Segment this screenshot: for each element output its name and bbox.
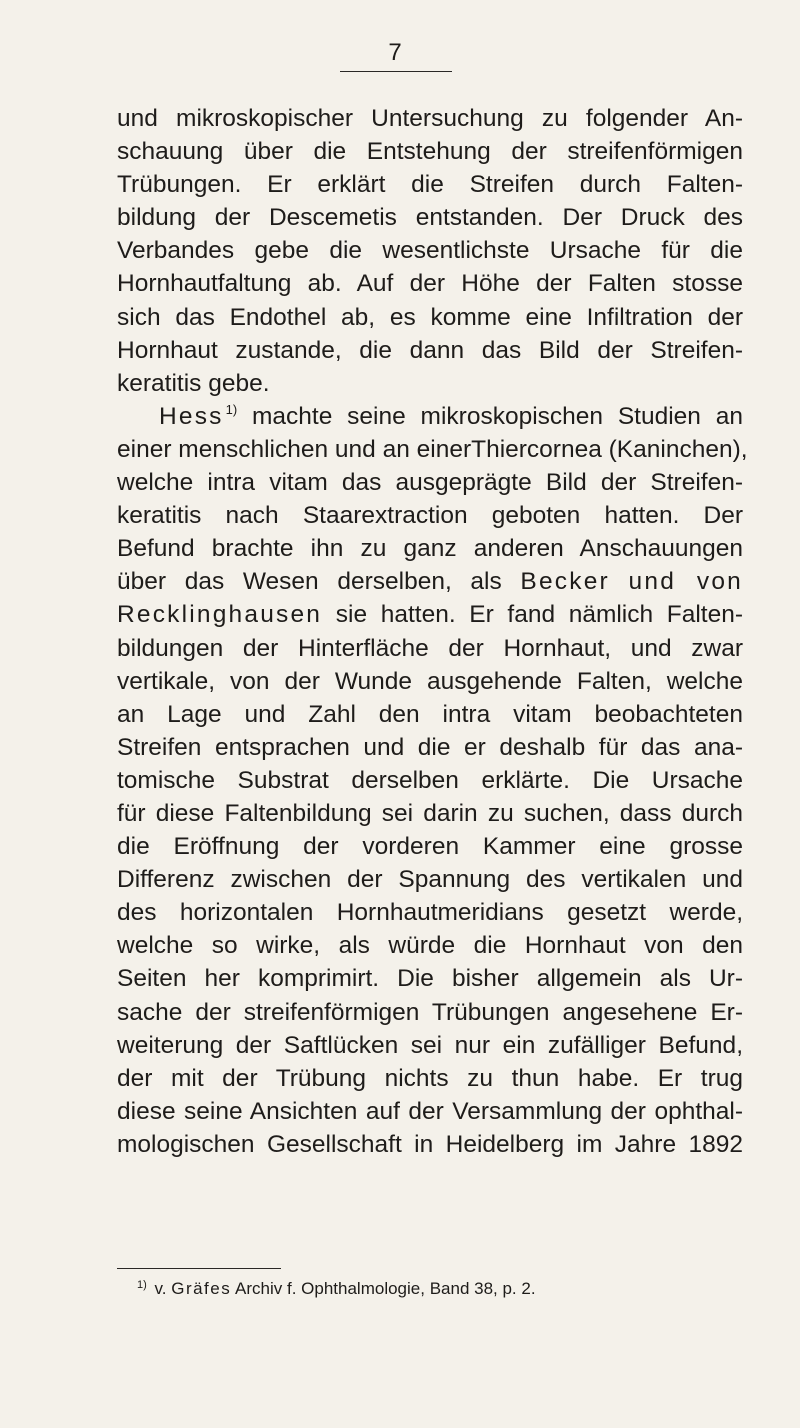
footnote-citation: Archiv f. Ophthalmologie, Band 38, p. 2. [235,1279,536,1298]
text-line: welche so wirke, als würde die Hornhaut von den [117,932,743,960]
footnote-author: Gräfes [171,1279,232,1298]
text-line: bildungen der Hinterfläche der Hornhaut, und zwar [117,634,743,662]
header-rule [340,71,452,72]
text-line: des horizontalen Hornhautmeridians gesetzt werde, [117,899,743,927]
text-line: mologischen Gesellschaft in Heidelberg im Jahre 1892 [117,1130,743,1158]
text-line: Differenz zwischen der Spannung des vertikalen und [117,866,743,894]
text-line-becker [117,565,743,598]
text-line: für diese Faltenbildung sei darin zu suchen, dass durch [117,799,743,827]
text-line: und mikroskopischer Untersuchung zu folgender An- [117,105,743,132]
text-line: vertikale, von der Wunde ausgehende Falten, welche [117,667,743,695]
text-line: keratitis nach Staarextraction geboten hatten. Der [117,502,743,530]
text-line: Streifen entsprachen und die er deshalb für das ana- [117,733,743,761]
footnote-reference: 1) [225,401,238,417]
text-line: keratitis gebe. [117,369,270,397]
page-number: 7 [388,39,402,66]
text-line: schauung über die Entstehung der streifenförmigen [117,138,743,166]
text-line: tomische Substrat derselben erklärte. Die Ursache [117,766,743,794]
footnote [137,1277,757,1303]
line-remainder: machte seine mikroskopischen Studien an [252,402,743,430]
text-line: Hornhaut zustande, die dann das Bild der Streifen- [117,336,743,364]
text-line-hess [117,400,743,433]
line-end: und von [628,568,743,596]
author-name-hess: Hess [159,402,224,430]
text-line: sich das Endothel ab, es komme eine Infiltration der [117,303,743,331]
body-text [117,102,748,1161]
text-line: einer menschlichen und an einerThiercornea (Kaninchen), [117,435,748,463]
text-line: weiterung der Saftlücken sei nur ein zufälliger Befund, [117,1031,743,1059]
footnote-prefix: v. [154,1279,167,1298]
text-line-recklinghausen [117,598,743,631]
footnote-marker: 1) [137,1279,147,1291]
text-line: diese seine Ansichten auf der Versammlung der ophthal- [117,1097,743,1125]
text-line: Verbandes gebe die wesentlichste Ursache für die [117,237,743,265]
text-line: welche intra vitam das ausgeprägte Bild der Streifen- [117,469,743,497]
text-line: Befund brachte ihn zu ganz anderen Anschauungen [117,535,743,563]
text-line: sache der streifenförmigen Trübungen angesehene Er- [117,998,743,1026]
text-line: die Eröffnung der vorderen Kammer eine grosse [117,833,743,861]
text-line: der mit der Trübung nichts zu thun habe. Er trug [117,1064,743,1092]
author-name-becker: Becker [520,568,610,596]
text-line: Hornhautfaltung ab. Auf der Höhe der Falten stosse [117,270,743,298]
text-line: bildung der Descemetis entstanden. Der Druck des [117,204,743,232]
line-start: über das Wesen derselben, als [117,568,502,596]
text-line: an Lage und Zahl den intra vitam beobachteten [117,700,743,728]
line-remainder: sie hatten. Er fand nämlich Falten- [335,601,743,629]
text-line: Trübungen. Er erklärt die Streifen durch Falten- [117,171,743,199]
text-line: Seiten her komprimirt. Die bisher allgemein als Ur- [117,965,743,993]
footnote-rule [117,1268,281,1269]
author-name-recklinghausen: Recklinghausen [117,601,323,629]
